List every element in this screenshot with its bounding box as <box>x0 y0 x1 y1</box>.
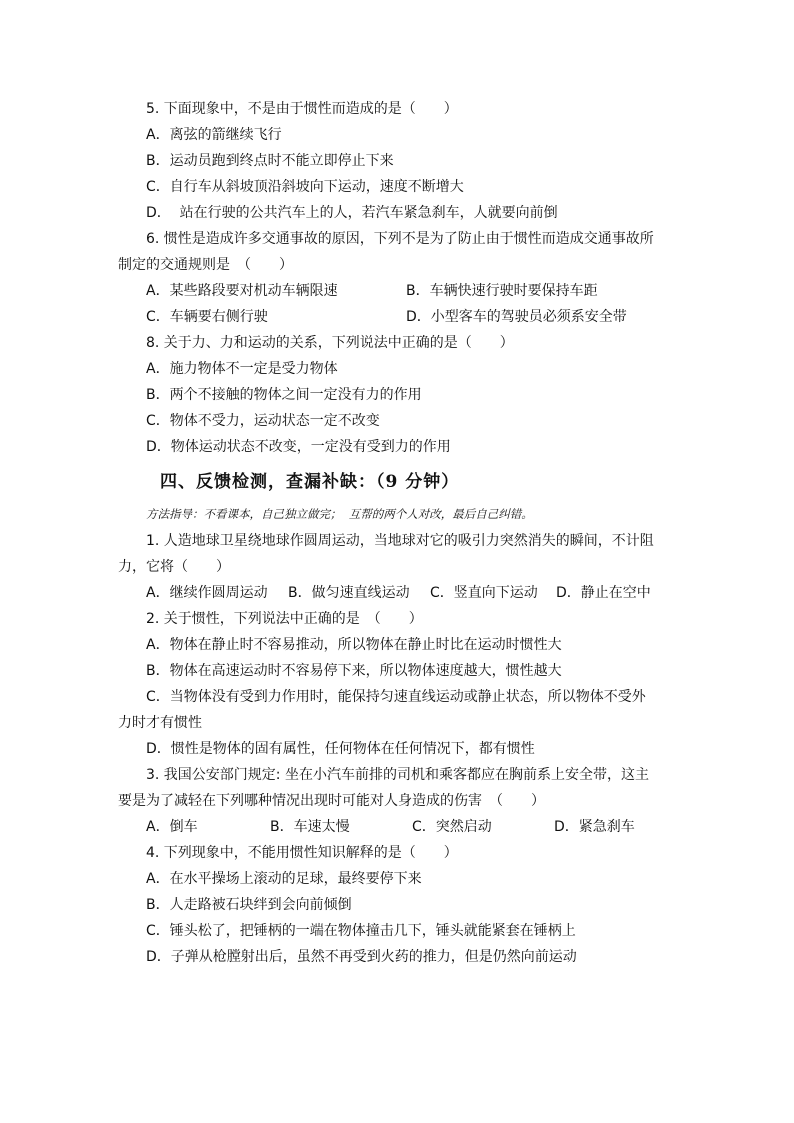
method-tip: 方法指导：不看课本，自己独立做完； 互帮的两个人对改，最后自己纠错。 <box>146 507 533 521</box>
feedback-question-3-option-b: B．车速太慢 <box>270 819 350 835</box>
question-6-option-a: A．某些路段要对机动车辆限速 <box>146 283 338 299</box>
question-8-option-a: A．施力物体不一定是受力物体 <box>146 361 338 377</box>
question-8-option-c: C．物体不受力，运动状态一定不改变 <box>146 413 380 429</box>
feedback-question-4-stem: 4. 下列现象中，不能用惯性知识解释的是（ ） <box>146 845 458 861</box>
feedback-question-4-option-c: C．锤头松了，把锤柄的一端在物体撞击几下，锤头就能紧套在锤柄上 <box>146 923 576 939</box>
question-8-stem: 8. 关于力、力和运动的关系，下列说法中正确的是（ ） <box>146 335 514 351</box>
question-8-option-d: D．物体运动状态不改变，一定没有受到力的作用 <box>146 439 451 455</box>
feedback-question-3-stem-line2: 要是为了减轻在下列哪种情况出现时可能对人身造成的伤害 （ ） <box>118 793 545 809</box>
question-5-option-c: C．自行车从斜坡顶沿斜坡向下运动，速度不断增大 <box>146 179 464 195</box>
feedback-question-3-option-a: A．倒车 <box>146 819 198 835</box>
feedback-question-3-option-c: C．突然启动 <box>412 819 492 835</box>
feedback-question-1-option-c: C．竖直向下运动 <box>430 585 538 601</box>
feedback-question-1-option-d: D．静止在空中 <box>556 585 651 601</box>
feedback-question-2-option-b: B．物体在高速运动时不容易停下来，所以物体速度越大，惯性越大 <box>146 663 562 679</box>
question-5-option-a: A．离弦的箭继续飞行 <box>146 127 282 143</box>
question-6-stem-line1: 6. 惯性是造成许多交通事故的原因，下列不是为了防止由于惯性而造成交通事故所 <box>146 231 654 247</box>
feedback-question-1-option-a: A．继续作圆周运动 <box>146 585 268 601</box>
question-6-option-d: D．小型客车的驾驶员必须系安全带 <box>406 309 627 325</box>
feedback-question-4-option-b: B．人走路被石块绊到会向前倾倒 <box>146 897 352 913</box>
feedback-question-1-stem-line1: 1. 人造地球卫星绕地球作圆周运动，当地球对它的吸引力突然消失的瞬间，不计阻 <box>146 533 654 549</box>
feedback-question-2-stem: 2. 关于惯性，下列说法中正确的是 （ ） <box>146 611 423 627</box>
feedback-question-3-stem-line1: 3. 我国公安部门规定: 坐在小汽车前排的司机和乘客都应在胸前系上安全带，这主 <box>146 767 649 783</box>
feedback-question-1-stem-line2: 力，它将（ ） <box>118 559 230 575</box>
feedback-question-2-option-c-line2: 力时才有惯性 <box>118 715 202 731</box>
feedback-question-4-option-d: D．子弹从枪膛射出后，虽然不再受到火药的推力，但是仍然向前运动 <box>146 949 577 965</box>
question-6-option-b: B．车辆快速行驶时要保持车距 <box>406 283 598 299</box>
question-6-stem-line2: 制定的交通规则是 （ ） <box>118 257 293 273</box>
feedback-question-2-option-d: D．惯性是物体的固有属性，任何物体在任何情况下，都有惯性 <box>146 741 535 757</box>
question-6-option-c: C．车辆要右侧行驶 <box>146 309 268 325</box>
question-5-option-b: B．运动员跑到终点时不能立即停止下来 <box>146 153 394 169</box>
question-8-option-b: B．两个不接触的物体之间一定没有力的作用 <box>146 387 422 403</box>
feedback-question-4-option-a: A．在水平操场上滚动的足球，最终要停下来 <box>146 871 422 887</box>
section-heading: 四、反馈检测，查漏补缺：（9 分钟） <box>160 472 460 492</box>
question-5-stem: 5. 下面现象中，不是由于惯性而造成的是（ ） <box>146 101 458 117</box>
feedback-question-3-option-d: D．紧急刹车 <box>554 819 635 835</box>
feedback-question-2-option-a: A．物体在静止时不容易推动，所以物体在静止时比在运动时惯性大 <box>146 637 562 653</box>
question-5-option-d: D． 站在行驶的公共汽车上的人，若汽车紧急刹车，人就要向前倒 <box>146 205 558 221</box>
feedback-question-2-option-c-line1: C．当物体没有受到力作用时，能保持匀速直线运动或静止状态，所以物体不受外 <box>146 689 646 705</box>
feedback-question-1-option-b: B．做匀速直线运动 <box>288 585 410 601</box>
